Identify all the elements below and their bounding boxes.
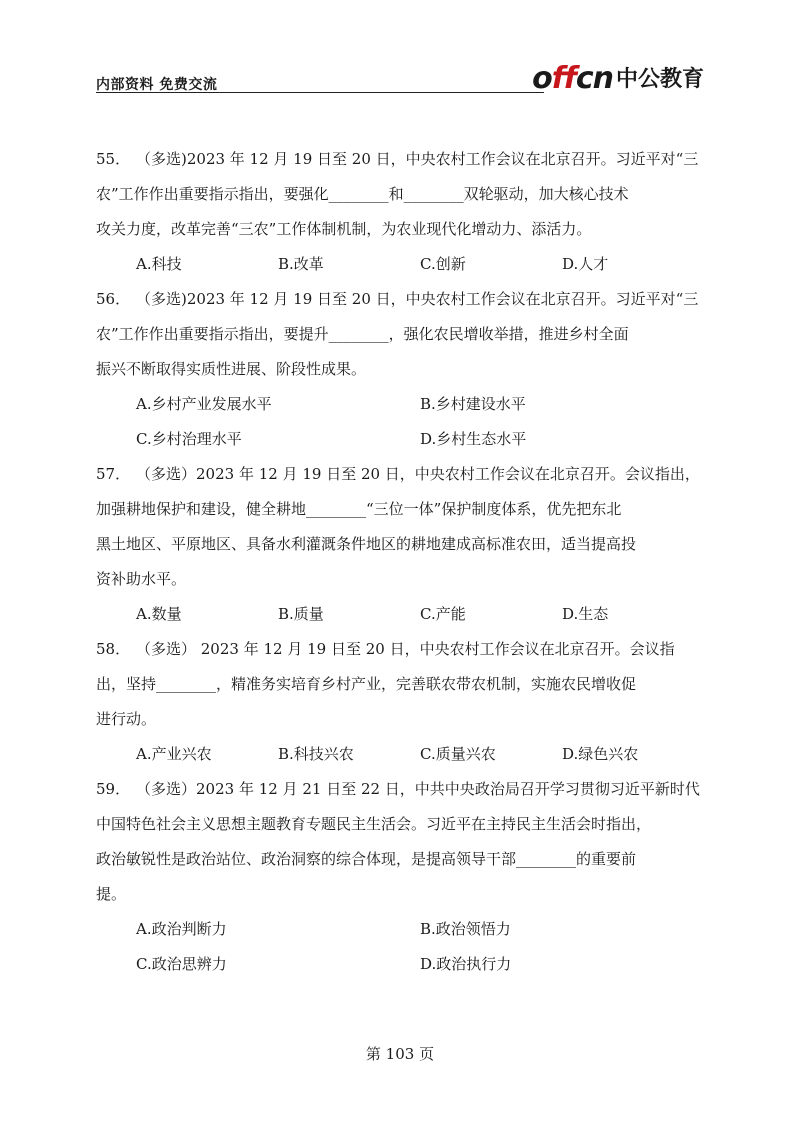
question-stem-line: （多选）2023 年 12 月 19 日至 20 日，中央农村工作会议在北京召开。会议指出， [136,465,700,483]
offcn-logo [532,62,704,94]
option-c[interactable]: C.政治思辨力 [136,955,227,973]
question-number: 55． [96,150,131,168]
options-row [96,391,704,417]
option-a[interactable]: A.数量 [136,605,182,623]
option-d[interactable]: D.生态 [562,605,609,623]
option-d[interactable]: D.人才 [562,255,609,273]
option-b[interactable]: B.科技兴农 [278,745,354,763]
option-c[interactable]: C.质量兴农 [420,745,496,763]
question-stem-line: （多选)2023 年 12 月 19 日至 20 日，中央农村工作会议在北京召开。习近平对“三 [136,150,699,168]
question-58 [96,636,704,767]
question-55 [96,146,704,277]
question-stem-line: 农”工作作出重要指示指出，要强化________和________双轮驱动，加大核心技术 [96,185,629,203]
option-b[interactable]: B.改革 [278,255,324,273]
logo-en: offcn [532,61,613,96]
question-number: 56． [96,290,131,308]
option-a[interactable]: A.产业兴农 [136,745,212,763]
question-stem-line: 政治敏锐性是政治站位、政治洞察的综合体现，是提高领导干部________的重要前 [96,850,637,868]
question-number: 58． [96,640,131,658]
option-c[interactable]: C.乡村治理水平 [136,430,242,448]
page-number: 第 103 页 [365,1045,435,1063]
options-row [96,741,704,767]
question-list [96,146,704,986]
option-d[interactable]: D.乡村生态水平 [420,430,527,448]
question-stem-line: 攻关力度，改革完善“三农”工作体制机制，为农业现代化增动力、添活力。 [96,220,592,238]
option-a[interactable]: A.政治判断力 [136,920,227,938]
options-row [96,916,704,942]
question-stem-line: （多选)2023 年 12 月 19 日至 20 日，中央农村工作会议在北京召开。习近平对“三 [136,290,699,308]
options-row [96,601,704,627]
option-a[interactable]: A.乡村产业发展水平 [136,395,272,413]
question-stem-line: 振兴不断取得实质性进展、阶段性成果。 [96,360,367,378]
question-57 [96,461,704,627]
option-d[interactable]: D.绿色兴农 [562,745,639,763]
options-row [96,426,704,452]
header-label: 内部资料 免费交流 [96,77,218,93]
question-stem-line: （多选） 2023 年 12 月 19 日至 20 日，中央农村工作会议在北京召开。会议指 [136,640,675,658]
question-stem-line: 加强耕地保护和建设，健全耕地________“三位一体”保护制度体系，优先把东北 [96,500,622,518]
options-row [96,951,704,977]
option-d[interactable]: D.政治执行力 [420,955,512,973]
question-stem-line: 中国特色社会主义思想主题教育专题民主生活会。习近平在主持民主生活会时指出， [96,815,652,833]
question-stem-line: 出，坚持________，精准务实培育乡村产业，完善联农带农机制，实施农民增收促 [96,675,637,693]
option-b[interactable]: B.质量 [278,605,324,623]
option-c[interactable]: C.创新 [420,255,466,273]
question-stem-line: （多选）2023 年 12 月 21 日至 22 日，中共中央政治局召开学习贯彻习近平新时代 [136,780,700,798]
option-c[interactable]: C.产能 [420,605,466,623]
question-number: 59． [96,780,131,798]
header-rule [96,92,544,93]
question-stem-line: 进行动。 [96,710,157,728]
question-stem-line: 农”工作作出重要指示指出，要提升________，强化农民增收举措，推进乡村全面 [96,325,629,343]
question-59 [96,776,704,977]
question-stem-line: 黑土地区、平原地区、具备水利灌溉条件地区的耕地建成高标准农田，适当提高投 [96,535,637,553]
question-stem-line: 资补助水平。 [96,570,187,588]
logo-cn: 中公教育 [615,67,704,92]
page-header [96,62,704,96]
option-b[interactable]: B.乡村建设水平 [420,395,526,413]
option-a[interactable]: A.科技 [136,255,182,273]
question-56 [96,286,704,452]
options-row [96,251,704,277]
question-stem-line: 提。 [96,885,127,903]
option-b[interactable]: B.政治领悟力 [420,920,511,938]
question-number: 57． [96,465,131,483]
